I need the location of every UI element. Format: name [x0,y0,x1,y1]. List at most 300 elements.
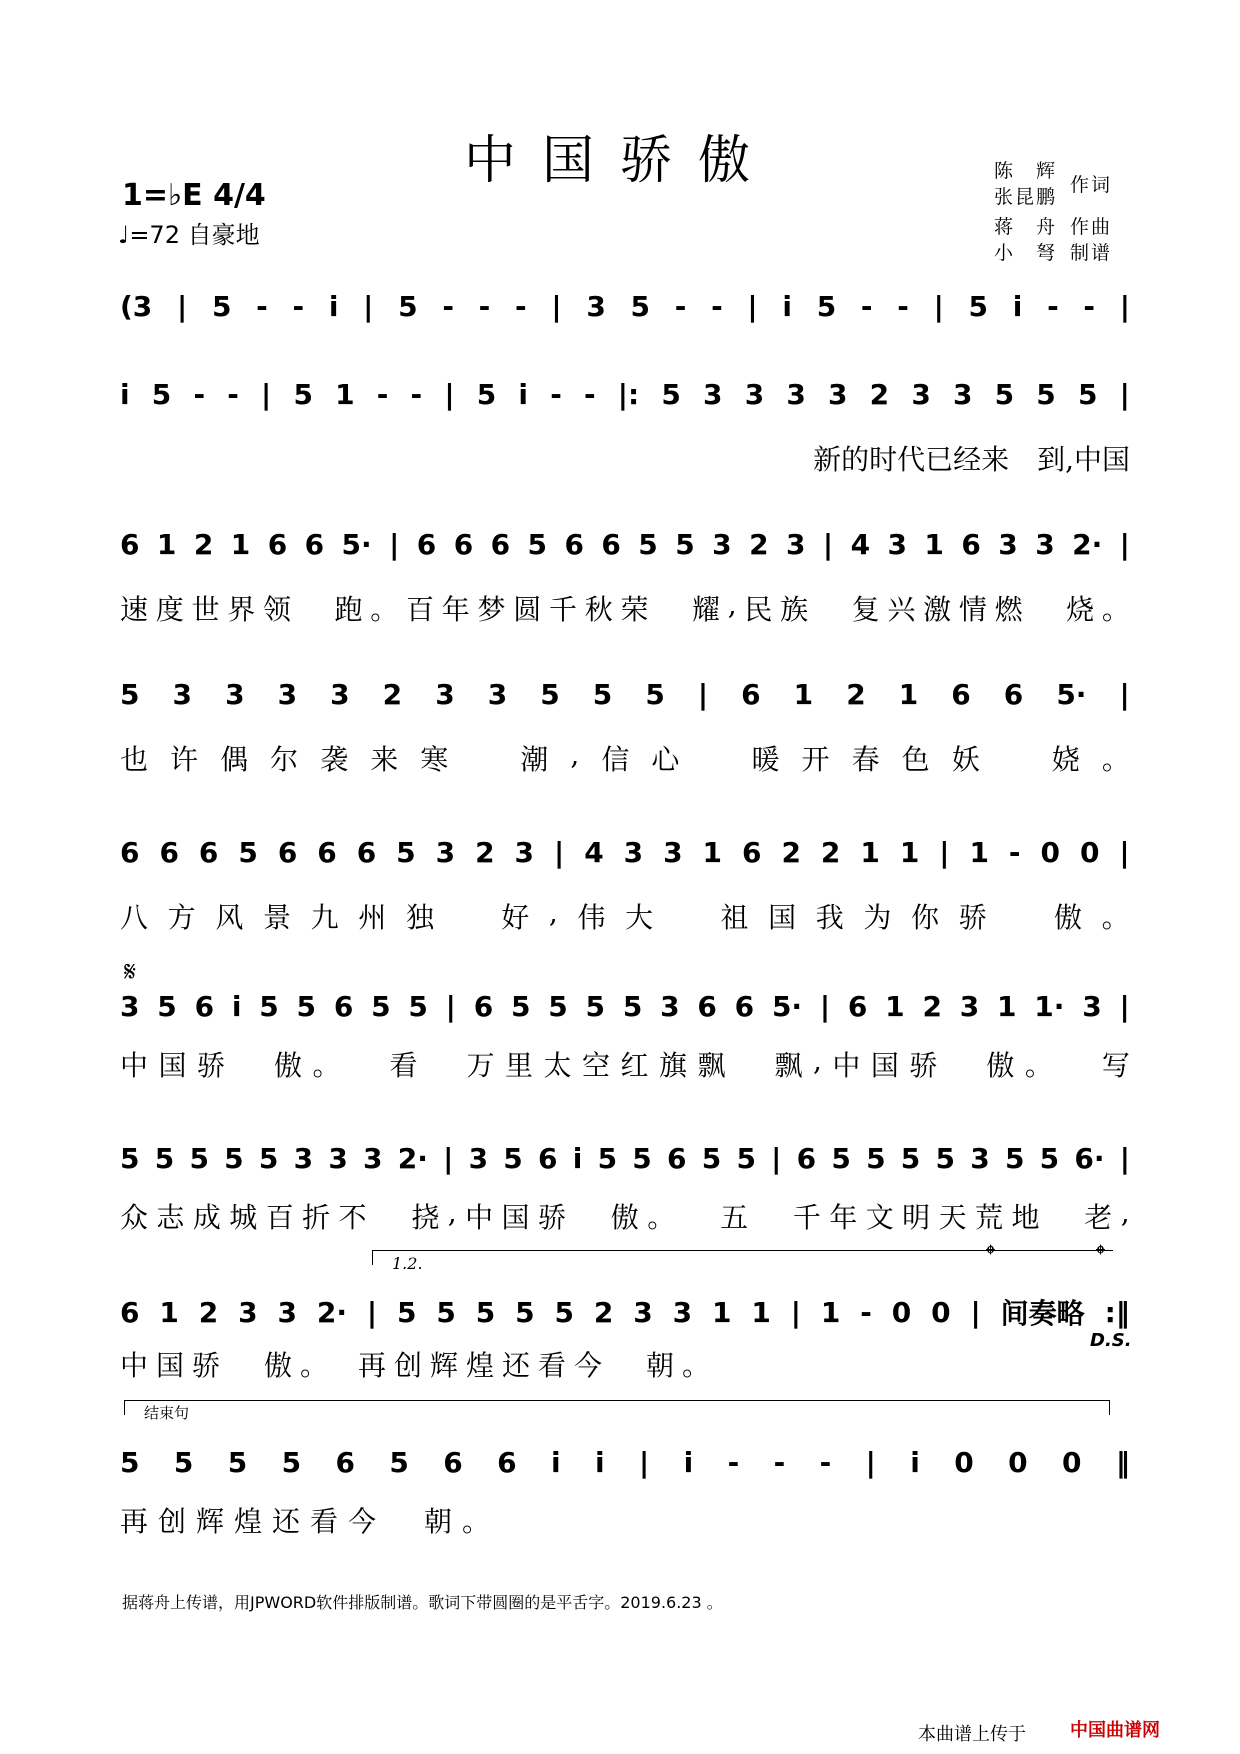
lyric-char: 地 [1011,1201,1040,1234]
ending-bracket [124,1400,1110,1415]
note: 5 [258,1142,279,1175]
note: - [193,378,206,411]
note: 3 [703,378,723,411]
barline: | [822,528,834,561]
footnote: 据蒋舟上传谱，用JPWORD软件排版制谱。歌词下带圆圈的是平舌字。2019.6.23 。 [122,1593,723,1612]
note: 6 [538,1142,558,1175]
note: 6 [333,990,354,1023]
note: - [1047,290,1059,323]
lyric-char: 伟 [577,901,606,934]
lyric-char: 骄 [537,1201,566,1234]
note: 5 [398,290,418,323]
lyric-char: 天 [938,1201,967,1234]
note: 6 [734,990,755,1023]
lyric-char: 国 [768,901,797,934]
note: 1 [712,1295,732,1329]
note: - [773,1446,786,1479]
note: 5 [540,678,560,711]
lyric-char: 中 [465,1201,494,1234]
note: 1 [969,836,989,869]
lyric-char: 万 [466,1049,495,1082]
note: 1· [1034,990,1065,1023]
lyric-char [948,1044,976,1084]
lyric-char: 潮 [520,743,549,776]
note: 3 [660,990,680,1023]
song-title: 中国骄傲 [463,131,776,191]
lyric-char [375,1196,403,1236]
lyric-char: 寒 [420,743,449,776]
note: 1 [335,378,355,411]
lyrics-line [120,1044,1130,1084]
note: 3 [172,678,193,711]
lyric-char: 偶 [220,743,249,776]
note: 5 [968,290,989,323]
note: 5 [436,1295,456,1329]
lyric-char [756,1196,784,1236]
note: 5 [296,990,317,1023]
barline: | [933,290,944,323]
note: 6 [490,528,511,561]
lyric-char: 骄 [958,901,987,934]
arranger-name: 小 弩 [994,242,1058,264]
lyric-char: 心 [651,743,680,776]
barline: | [1119,290,1130,323]
note: 5 [224,1142,244,1175]
note: 4 [584,836,604,869]
lyric-char: , [570,738,580,771]
lyric-char: 州 [358,901,387,934]
lyric-char [1048,1196,1076,1236]
notation-line [120,1142,1130,1175]
lyric-char [574,1196,602,1236]
barline: | [771,1142,782,1175]
note: (3 [120,290,153,323]
lyric-char: 复 [851,593,880,626]
note: 5 [527,528,548,561]
note: 3 [786,378,806,411]
lyrics-line: 再创辉煌还看今 朝。 [120,1505,501,1538]
note: 5 [397,1295,417,1329]
note: 1 [885,990,905,1023]
note: i [518,378,529,411]
lyric-char: 梦 [477,593,506,626]
coda-sign-2: 𝄌 [1096,1240,1105,1270]
lyric-char: 傲 [986,1049,1015,1082]
lyric-char: 你 [911,901,940,934]
lyric-char: 独 [405,901,434,934]
lyric-char: 国 [870,1049,899,1082]
lyric-char: , [727,588,737,621]
note: 5 [701,1142,722,1175]
note: 5 [510,990,531,1023]
note: 1 [230,528,251,561]
note: 5 [816,290,837,323]
lyric-char: 景 [262,901,291,934]
lyric-char [1006,896,1034,936]
note: 6 [277,836,298,869]
note: 5· [1056,678,1087,711]
note: 5 [548,990,568,1023]
note: 3 [828,378,848,411]
barline: | [443,1142,454,1175]
note: - [727,1446,740,1479]
barline: | [747,290,758,323]
note: 3 [887,528,907,561]
note: 6 [267,528,288,561]
note: 6 [120,528,140,561]
note: 3 [785,528,806,561]
lyric-char: 情 [958,593,987,626]
barline: ‖ [1115,1446,1130,1479]
note: 5 [227,1446,248,1479]
note: 4 [850,528,871,561]
barline: | [363,290,374,323]
note: - [256,290,268,323]
notation-line [120,678,1130,711]
notation-line [120,836,1130,869]
note: 5 [1036,378,1056,411]
note: 间奏略 [1000,1297,1085,1330]
note: - [897,290,909,323]
note: 5 [994,378,1015,411]
note: 3 [998,528,1018,561]
note: 5 [592,678,613,711]
note: 5 [408,990,428,1023]
lyrics-line [120,1196,1130,1236]
barline: | [865,1446,876,1479]
note: - [515,290,527,323]
lyric-char: 志 [156,1201,185,1234]
barline: |: [617,378,640,411]
note: 2 [922,990,942,1023]
lyric-char: 速 [120,593,149,626]
note: - [1083,290,1096,323]
note: - [227,378,239,411]
lyric-char: 祖 [720,901,749,934]
note: 6 [335,1446,355,1479]
note: 0 [1008,1446,1028,1479]
dal-segno-mark: D.S. [1090,1330,1132,1351]
note: 5 [597,1142,618,1175]
note: 1 [860,836,880,869]
note: 5 [831,1142,851,1175]
note: 6 [741,678,761,711]
note: - [860,290,873,323]
lyric-char: 秋 [584,593,613,626]
notation-line [120,378,1130,411]
lyricist-names: 陈 辉 张昆鹏 [994,160,1058,208]
lyric-char: 五 [720,1201,749,1234]
note: 3 [330,678,350,711]
note: 5 [157,990,177,1023]
lyric-char: 八 [120,901,149,934]
lyric-char: 烧 [1066,593,1095,626]
barline: | [819,990,831,1023]
barline: | [1119,528,1130,561]
note: 6 [120,836,140,869]
note: 6 [443,1446,463,1479]
lyric-char: 妖 [951,743,980,776]
note: 5 [151,378,172,411]
note: 1 [793,678,814,711]
note: 2 [846,678,866,711]
lyric-char: 开 [801,743,830,776]
note: 6 [317,836,337,869]
note: 6 [564,528,584,561]
lyric-char: 民 [744,593,773,626]
lyric-char: 。 [647,1201,676,1234]
lyric-char: 方 [167,901,196,934]
barline: | [445,990,456,1023]
lyric-char: 荒 [975,1201,1004,1234]
lyric-char: 跑 [334,593,363,626]
lyric-char: 骄 [197,1049,226,1082]
note: 3 [970,1142,990,1175]
note: 2 [193,528,214,561]
note: 3 [633,1295,653,1329]
note: 1 [997,990,1017,1023]
note: i [551,1446,561,1479]
note: i [595,1446,605,1479]
note: 5 [259,990,279,1023]
note: 5 [189,1142,209,1175]
note: 2 [749,528,769,561]
lyric-char: 春 [851,743,880,776]
note: 3 [120,990,140,1023]
notation-line [120,290,1130,323]
lyric-char: 圆 [513,593,542,626]
note: - [1008,836,1021,869]
note: 6 [1003,678,1024,711]
note: 1 [751,1295,771,1329]
lyric-char: 城 [229,1201,258,1234]
lyric-char: 界 [227,593,256,626]
note: 6 [951,678,971,711]
tempo-marking: ♩=72 自豪地 [118,221,260,249]
lyric-char [351,1044,379,1084]
barline: | [389,528,400,561]
note: - [819,1446,832,1479]
lyric-char: 年 [829,1201,858,1234]
lyric-char: 太 [543,1049,572,1082]
note: 0 [1079,836,1100,869]
note: 6 [159,836,179,869]
note: 3 [672,1295,693,1329]
lyric-char: 耀 [692,593,721,626]
note: i [328,290,339,323]
lyric-char: , [813,1044,822,1077]
note: - [674,290,687,323]
lyric-char: 。 [1024,1049,1053,1082]
note: 5 [661,378,681,411]
note: 3 [1082,990,1102,1023]
note: 5 [736,1142,756,1175]
note: 5 [866,1142,886,1175]
lyricist-role: 作词 [1070,174,1113,196]
lyric-char: 老 [1084,1201,1113,1234]
lyrics-line [120,588,1130,628]
lyric-char [736,1044,764,1084]
note: 2 [869,378,890,411]
lyric-char: 族 [780,593,809,626]
lyric-char: 大 [625,901,654,934]
lyric-char: 百 [406,593,435,626]
note: i [572,1142,583,1175]
lyric-char: 来 [370,743,399,776]
barline: | [1119,990,1130,1023]
note: 5 [1004,1142,1025,1175]
note: 1 [924,528,944,561]
note: 5 [554,1295,574,1329]
note: 2· [397,1142,428,1175]
lyric-char: 兴 [887,593,916,626]
lyric-char: 中 [120,1049,149,1082]
lyric-char: 折 [302,1201,331,1234]
note: 5 [622,990,643,1023]
lyric-char: , [1120,1196,1130,1229]
note: 1 [898,678,919,711]
coda-sign-1: 𝄌 [986,1240,995,1270]
note: 5 [238,836,258,869]
note: 5 [476,378,497,411]
lyric-char: 九 [310,901,339,934]
note: - [711,290,723,323]
note: 3 [487,678,508,711]
note: - [860,1295,872,1329]
lyric-char: 。 [312,1049,341,1082]
notation-line [120,1446,1130,1479]
lyrics-line: 中国骄 傲。 再创辉煌还看今 朝。 [120,1349,719,1382]
lyric-char: 众 [120,1201,149,1234]
lyric-char: 里 [505,1049,534,1082]
lyric-char: 我 [815,901,844,934]
note: 5 [1077,378,1098,411]
note: 2 [593,1295,614,1329]
note: 3 [238,1295,258,1329]
lyric-char [454,896,482,936]
lyric-char: 成 [192,1201,221,1234]
note: - [292,290,305,323]
lyric-char [299,588,327,628]
note: 2 [781,836,801,869]
composer-name: 蒋 舟 [994,216,1058,238]
barline: | [697,678,709,711]
lyric-char: 红 [620,1049,649,1082]
key-signature: 1=♭E 4/4 [122,178,266,213]
note: 3 [225,678,245,711]
lyric-char: 世 [191,593,220,626]
note: 2 [382,678,403,711]
lyric-char: 。 [1101,901,1130,934]
lyric-char: 娆 [1051,743,1080,776]
barline: | [177,290,188,323]
lyrics-line: 新的时代已经来 到,中国 [813,443,1130,476]
note: 3 [293,1142,314,1175]
barline: | [444,378,455,411]
note: 0 [954,1446,974,1479]
lyric-char [428,1044,456,1084]
ending-label: 结束句 [144,1404,190,1422]
lyrics-line [120,738,1130,778]
lyric-char [673,896,701,936]
note: 6 [742,836,762,869]
note: 5 [515,1295,535,1329]
note: 5 [638,528,658,561]
note: 5 [211,290,232,323]
lyric-char: 信 [601,743,630,776]
note: i [910,1446,920,1479]
note: 5 [503,1142,523,1175]
note: 5 [120,1446,140,1479]
note: 1 [156,528,177,561]
note: 5 [935,1142,955,1175]
lyric-char: 。 [370,593,399,626]
note: 5 [900,1142,921,1175]
lyric-char: 。 [1101,593,1130,626]
barline: | [1119,1142,1130,1175]
note: 5 [154,1142,175,1175]
note: 5· [771,990,803,1023]
lyric-char: 国 [501,1201,530,1234]
note: 3 [435,836,456,869]
lyric-char: 文 [865,1201,894,1234]
note: 2 [820,836,841,869]
note: 3 [952,378,973,411]
note: 6 [473,990,494,1023]
volta-bracket [372,1250,1113,1265]
lyric-char: 风 [215,901,244,934]
note: 3 [328,1142,348,1175]
note: 6 [497,1446,517,1479]
note: 3 [744,378,765,411]
note: 5 [371,990,391,1023]
note: 2· [316,1295,347,1329]
note: 0 [891,1295,912,1329]
barline: | [261,378,272,411]
barline: | [1119,836,1130,869]
barline: | [366,1295,378,1329]
lyric-char: 飘 [774,1049,803,1082]
notation-line [120,1292,1130,1332]
note: 1 [702,836,723,869]
lyric-char: 骄 [909,1049,938,1082]
site-watermark: 中国曲谱网 [1070,1720,1160,1741]
lyric-char: 傲 [610,1201,639,1234]
lyric-char [701,738,729,778]
note: i [120,378,130,411]
lyric-char: 为 [863,901,892,934]
note: 5 [281,1446,302,1479]
note: 6 [667,1142,687,1175]
note: 6 [416,528,437,561]
note: 3 [586,290,606,323]
note: i [231,990,242,1023]
note: 5 [585,990,606,1023]
note: 6 [194,990,215,1023]
lyric-char [1030,588,1058,628]
lyric-char [656,588,684,628]
note: 6 [453,528,474,561]
lyric-char [1002,738,1030,778]
note: 6 [601,528,621,561]
lyric-char [816,588,844,628]
note: 3 [435,678,455,711]
note: 2 [475,836,495,869]
note: 5 [293,378,313,411]
note: 5 [396,836,416,869]
note: 0 [1040,836,1060,869]
note: 6 [356,836,377,869]
